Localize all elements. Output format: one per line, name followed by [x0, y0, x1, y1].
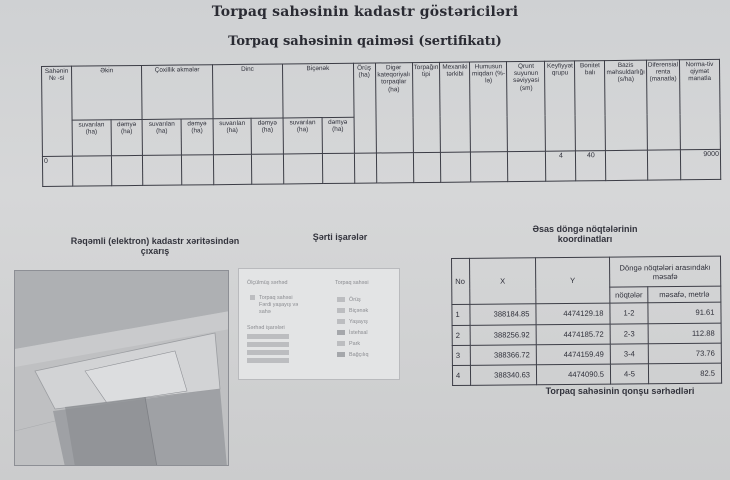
legend-swatch	[247, 334, 289, 339]
legend-right-header: Torpaq sahəsi	[335, 280, 369, 286]
cell-x: 388184.85	[470, 304, 536, 325]
legend-swatch	[247, 358, 289, 363]
cell-y: 4474185.72	[536, 324, 610, 345]
header-other-categories: Digər kateqoriyalı torpaqlar (ha)	[375, 63, 413, 153]
cell-x: 388366.72	[470, 344, 536, 365]
cell-empty	[284, 154, 323, 184]
header-bonitet: Bonitet balı	[575, 61, 606, 151]
legend-left-item: Torpaq sahəsi	[259, 295, 293, 301]
cell-empty	[213, 154, 252, 184]
legend-left-header: Ölçülmüş sərhəd	[247, 280, 288, 286]
cell-empty	[606, 150, 648, 180]
subheader-irrigated: suvarılan (ha)	[283, 118, 322, 154]
subheader-irrigated: suvarılan (ha)	[213, 118, 252, 154]
cadastral-map-drawing	[15, 271, 229, 466]
cell-empty	[354, 153, 376, 183]
cell-distance: 73.76	[648, 343, 721, 364]
boundary-coordinates-table	[451, 256, 722, 386]
cell-quality-group: 4	[546, 151, 576, 181]
header-dinc: Dinc	[212, 64, 283, 119]
legend-swatch	[337, 330, 345, 335]
legend-swatch	[337, 341, 345, 346]
legend-panel	[238, 268, 400, 380]
subheader-rainfed: dəmyə (ha)	[181, 119, 213, 155]
cell-no: 3	[452, 345, 470, 365]
legend-swatch	[337, 308, 345, 313]
legend-swatch	[337, 352, 345, 357]
cell-no: 2	[452, 325, 470, 345]
subheader-rainfed: dəmyə (ha)	[251, 118, 283, 154]
cell-empty	[111, 155, 143, 185]
header-distance: məsafə, metrlə	[648, 286, 721, 303]
cell-distance: 112.88	[648, 323, 721, 344]
table-row	[452, 363, 721, 386]
header-plot-number: Sahənin № -si	[42, 66, 73, 156]
header-no: No	[452, 258, 470, 305]
legend-left-header-2: Sərhəd işarələri	[247, 325, 285, 331]
header-y: Y	[536, 257, 610, 304]
header-quality-group: Keyfiyyət qrupu	[545, 61, 576, 151]
header-coxillik: Çoxillik əkmələr	[142, 65, 213, 120]
header-bicenek: Biçənək	[283, 63, 354, 118]
legend-swatch	[247, 350, 289, 355]
cell-empty	[647, 150, 681, 180]
cell-distance: 91.61	[648, 303, 721, 324]
cell-x: 388256.92	[470, 324, 536, 345]
cell-empty	[471, 152, 508, 182]
legend-swatch	[337, 297, 345, 302]
coordinates-title: Əsas döngə nöqtələrinin koordinatları	[532, 224, 638, 244]
cell-empty	[322, 153, 354, 183]
cell-segment: 1-2	[610, 303, 648, 323]
legend-left-item: sahə	[259, 309, 271, 315]
header-distance-group: Döngə nöqtələri arasındakı məsafə	[609, 256, 720, 287]
cell-bonitet: 40	[576, 151, 606, 181]
legend-title: Şərti işarələr	[312, 232, 368, 242]
neighbors-title: Torpaq sahəsinin qonşu sərhədləri	[545, 386, 695, 396]
legend-left-item: Fərdi yaşayış və	[259, 302, 299, 308]
cell-plot-number: 0	[42, 156, 72, 186]
subheader-irrigated: suvarılan (ha)	[72, 120, 111, 156]
cadastral-map-extract	[14, 270, 229, 466]
subheader-rainfed: dəmyə (ha)	[111, 119, 143, 155]
legend-right-item: Park	[349, 341, 361, 347]
cell-empty	[508, 151, 546, 181]
legend-right-item: Biçənək	[349, 308, 369, 314]
cell-empty	[376, 153, 413, 183]
legend-swatch	[247, 342, 289, 347]
cell-distance: 82.5	[648, 363, 721, 384]
subheader-irrigated: suvarılan (ha)	[142, 119, 181, 155]
cell-empty	[181, 155, 213, 185]
map-extract-title: Rəqəmli (elektron) kadastr xəritəsindən çıxarış	[70, 236, 240, 256]
cell-empty	[252, 154, 284, 184]
cell-y: 4474129.18	[536, 303, 610, 324]
cell-empty	[72, 156, 111, 186]
legend-right-item: Yaşayış	[349, 319, 368, 325]
cell-empty	[441, 152, 471, 182]
header-normative-price: Norma-tiv qiymət manatla	[679, 59, 720, 149]
subheader-rainfed: dəmyə (ha)	[322, 117, 354, 153]
cell-empty	[413, 152, 441, 182]
cell-segment: 4-5	[610, 364, 648, 385]
header-groundwater: Qrunt suyunun səviyyəsi (sm)	[507, 61, 546, 151]
table-row	[452, 303, 721, 326]
cell-no: 1	[452, 305, 470, 325]
header-soil-type: Torpağın tipi	[412, 62, 441, 152]
legend-right-item: İstehsal	[349, 330, 368, 336]
cell-x: 388340.63	[470, 365, 536, 386]
header-x: X	[470, 258, 536, 305]
certificate-subtitle: Torpaq sahəsinin qaiməsi (sertifikatı)	[228, 34, 502, 49]
header-humus: Humusun miqdarı (%-lə)	[470, 62, 508, 152]
cell-segment: 3-4	[610, 343, 648, 363]
header-otus: Örüş (ha)	[353, 63, 376, 153]
cell-segment: 2-3	[610, 323, 648, 343]
table-row	[452, 323, 721, 346]
document-title: Torpaq sahəsinin kadastr göstəriciləri	[211, 4, 519, 20]
header-basis-yield: Bazis məhsuldarlığı (s/ha)	[605, 60, 647, 150]
legend-right-item: Bağçılıq	[349, 352, 369, 358]
header-points: nöqtələr	[610, 287, 648, 303]
legend-swatch	[337, 319, 345, 324]
cell-y: 4474159.49	[536, 344, 610, 365]
cell-no: 4	[452, 365, 470, 385]
legend-swatch	[250, 295, 255, 300]
cadastre-indicators-table	[41, 59, 721, 187]
cell-y: 4474090.5	[536, 364, 610, 385]
header-ekin: Əkin	[72, 65, 143, 120]
header-mechanical: Mexaniki tərkibi	[440, 62, 471, 152]
cell-empty	[143, 155, 182, 185]
legend-right-item: Örüş	[349, 297, 361, 303]
cell-normative-price: 9000	[680, 149, 720, 179]
header-differential-rent: Diferensial renta (manatla)	[646, 60, 680, 150]
table-row	[452, 343, 721, 366]
